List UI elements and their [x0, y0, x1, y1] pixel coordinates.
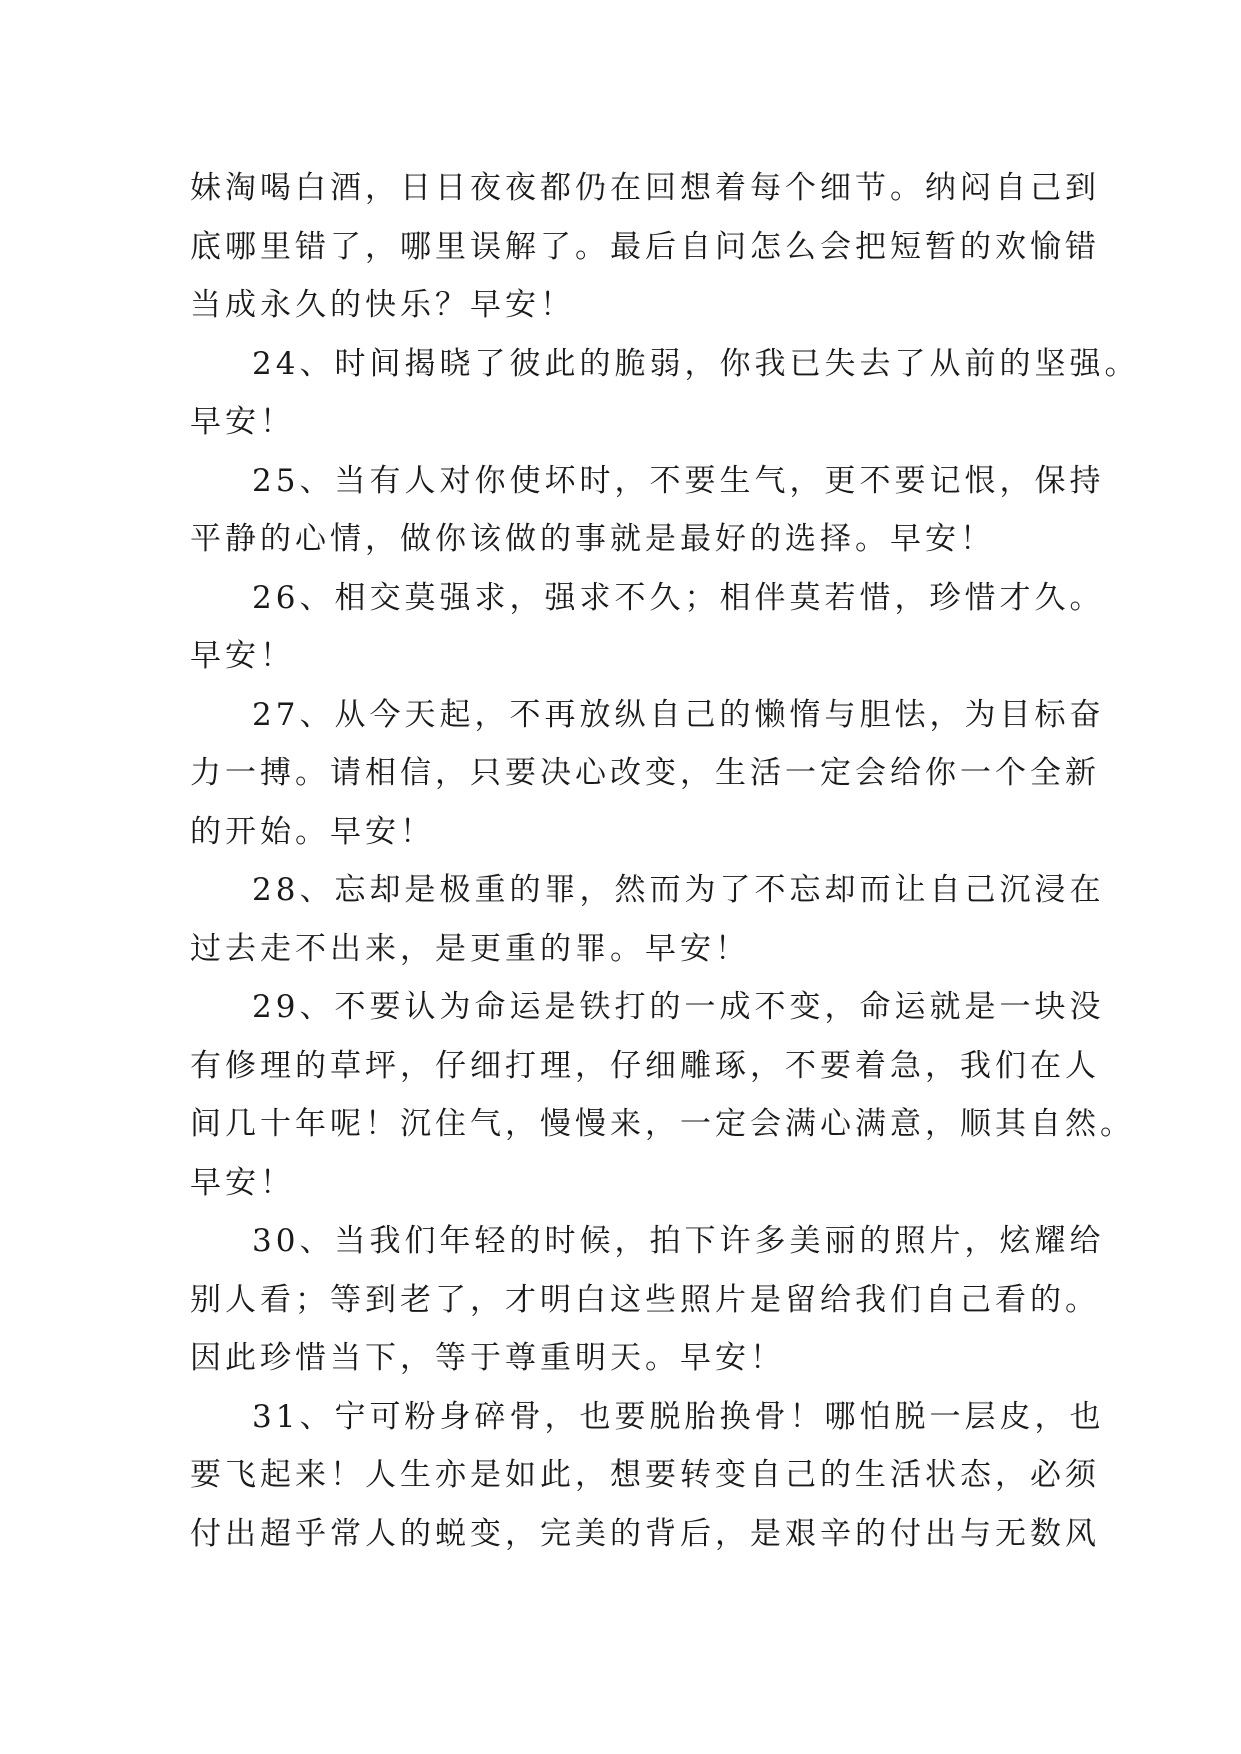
text-line: 24、时间揭晓了彼此的脆弱，你我已失去了从前的坚强。: [252, 345, 1140, 382]
text-line: 付出超乎常人的蜕变，完美的背后，是艰辛的付出与无数风: [190, 1515, 1100, 1552]
text-line: 因此珍惜当下，等于尊重明天。早安！: [190, 1340, 785, 1376]
text-line: 别人看；等到老了，才明白这些照片是留给我们自己看的。: [190, 1281, 1100, 1318]
text-line: 29、不要认为命运是铁打的一成不变，命运就是一块没: [252, 989, 1105, 1025]
text-line: 有修理的草坪，仔细打理，仔细雕琢，不要着急，我们在人: [190, 1047, 1100, 1084]
text-line: 平静的心情，做你该做的事就是最好的选择。早安！: [190, 521, 995, 557]
text-line: 28、忘却是极重的罪，然而为了不忘却而让自己沉浸在: [252, 872, 1105, 908]
text-line: 力一搏。请相信，只要决心改变，生活一定会给你一个全新: [190, 755, 1100, 791]
text-line: 31、宁可粉身碎骨，也要脱胎换骨！哪怕脱一层皮，也: [252, 1398, 1105, 1435]
text-line: 底哪里错了，哪里误解了。最后自问怎么会把短暂的欢愉错: [190, 228, 1100, 265]
text-line: 间几十年呢！沉住气，慢慢来，一定会满心满意，顺其自然。: [190, 1106, 1135, 1142]
text-line: 要飞起来！人生亦是如此，想要转变自己的生活状态，必须: [190, 1457, 1100, 1493]
text-line: 25、当有人对你使坏时，不要生气，更不要记恨，保持: [252, 462, 1105, 499]
text-line: 当成永久的快乐？早安！: [190, 287, 575, 323]
text-line: 妹淘喝白酒，日日夜夜都仍在回想着每个细节。纳闷自己到: [190, 170, 1100, 206]
text-line: 27、从今天起，不再放纵自己的懒惰与胆怯，为目标奋: [252, 696, 1105, 733]
text-line: 30、当我们年轻的时候，拍下许多美丽的照片，炫耀给: [252, 1223, 1105, 1259]
text-line: 早安！: [190, 404, 295, 440]
document-body: [190, 159, 1140, 1563]
text-line: 的开始。早安！: [190, 813, 435, 850]
text-line: 早安！: [190, 1164, 295, 1201]
text-line: 早安！: [190, 638, 295, 674]
text-line: 过去走不出来，是更重的罪。早安！: [190, 930, 750, 967]
text-line: 26、相交莫强求，强求不久；相伴莫若惜，珍惜才久。: [252, 579, 1105, 616]
